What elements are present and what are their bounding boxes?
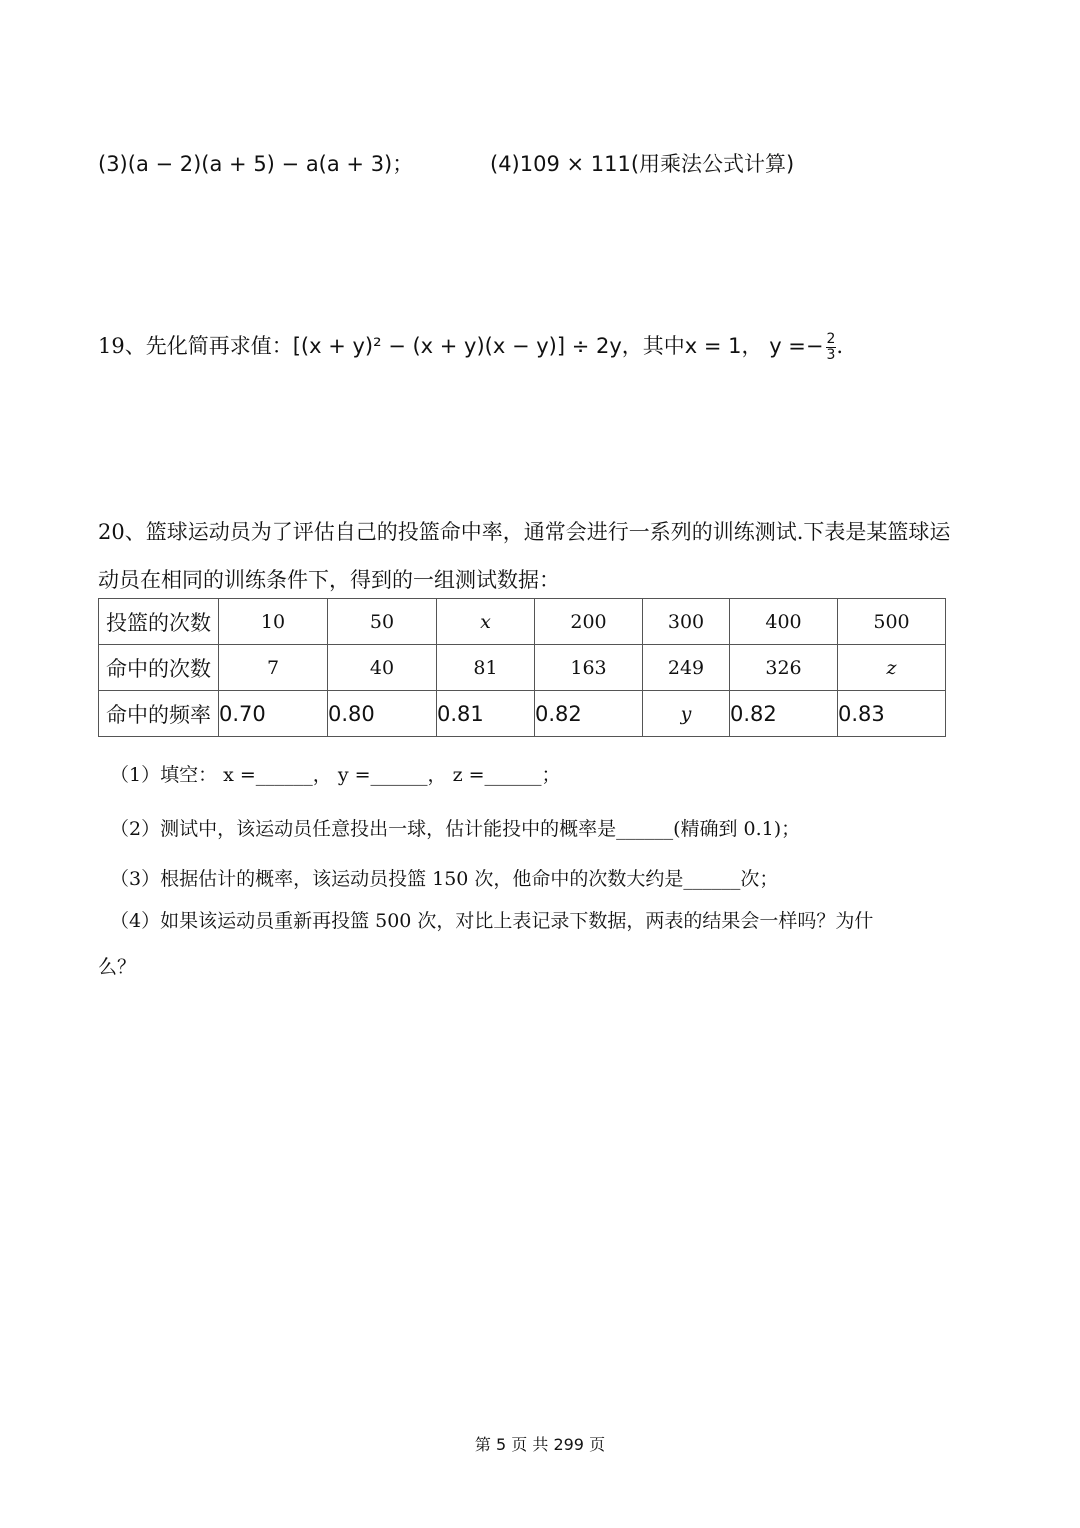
q20-sub4-line1: （4）如果该运动员重新再投篮 500 次，对比上表记录下数据，两表的结果会一样吗？为什 xyxy=(110,910,874,932)
q19-period: . xyxy=(836,334,844,358)
table-row xyxy=(99,599,946,645)
table-cell: 0.70 xyxy=(219,691,328,737)
table-cell: y xyxy=(643,691,730,737)
table-cell: 500 xyxy=(838,599,946,645)
q20-intro-line2: 动员在相同的训练条件下，得到的一组测试数据： xyxy=(98,568,560,592)
table-cell: 40 xyxy=(328,645,437,691)
table-cell: 326 xyxy=(730,645,838,691)
table-cell: 0.81 xyxy=(437,691,535,737)
table-cell: 300 xyxy=(643,599,730,645)
data-table xyxy=(98,598,946,737)
table-cell: 200 xyxy=(535,599,643,645)
q20-sub1: （1）填空： x =______， y =______， z =______； xyxy=(110,764,561,786)
table-cell: 7 xyxy=(219,645,328,691)
q18-part3: (3)(a − 2)(a + 5) − a(a + 3)； xyxy=(98,152,414,176)
fraction-numerator: 2 xyxy=(826,331,836,347)
table-cell: 50 xyxy=(328,599,437,645)
row-header-hits: 命中的次数 xyxy=(99,645,219,691)
table-cell: 400 xyxy=(730,599,838,645)
table-cell: 0.82 xyxy=(535,691,643,737)
q20-sub3: （3）根据估计的概率，该运动员投篮 150 次，他命中的次数大约是______次； xyxy=(110,868,779,890)
q20-sub2: （2）测试中，该运动员任意投出一球，估计能投中的概率是______(精确到 0.1)； xyxy=(110,818,801,840)
table-cell: z xyxy=(838,645,946,691)
q19-expression: [(x + y)² − (x + y)(x − y)] ÷ 2y，其中x = 1， y =− xyxy=(292,334,824,358)
table-row xyxy=(99,645,946,691)
page-footer: 第 5 页 共 299 页 xyxy=(474,1435,606,1454)
table-cell: x xyxy=(437,599,535,645)
table-cell: 249 xyxy=(643,645,730,691)
fraction-denominator: 3 xyxy=(826,347,836,363)
row-header-attempts: 投篮的次数 xyxy=(99,599,219,645)
table-cell: 0.82 xyxy=(730,691,838,737)
table-cell: 10 xyxy=(219,599,328,645)
table-cell: 0.83 xyxy=(838,691,946,737)
q19-fraction xyxy=(826,332,837,363)
q18-part4: (4)109 × 111(用乘法公式计算) xyxy=(490,152,795,176)
q19-question xyxy=(98,330,843,363)
q20-intro-line1: 20、篮球运动员为了评估自己的投篮命中率，通常会进行一系列的训练测试.下表是某篮球运 xyxy=(98,520,951,544)
row-header-frequency: 命中的频率 xyxy=(99,691,219,737)
table-cell: 163 xyxy=(535,645,643,691)
table-cell: 81 xyxy=(437,645,535,691)
table-cell: 0.80 xyxy=(328,691,437,737)
q20-sub4-line2: 么？ xyxy=(98,956,137,978)
table-row xyxy=(99,691,946,737)
q19-label: 19、先化简再求值： xyxy=(98,334,293,358)
